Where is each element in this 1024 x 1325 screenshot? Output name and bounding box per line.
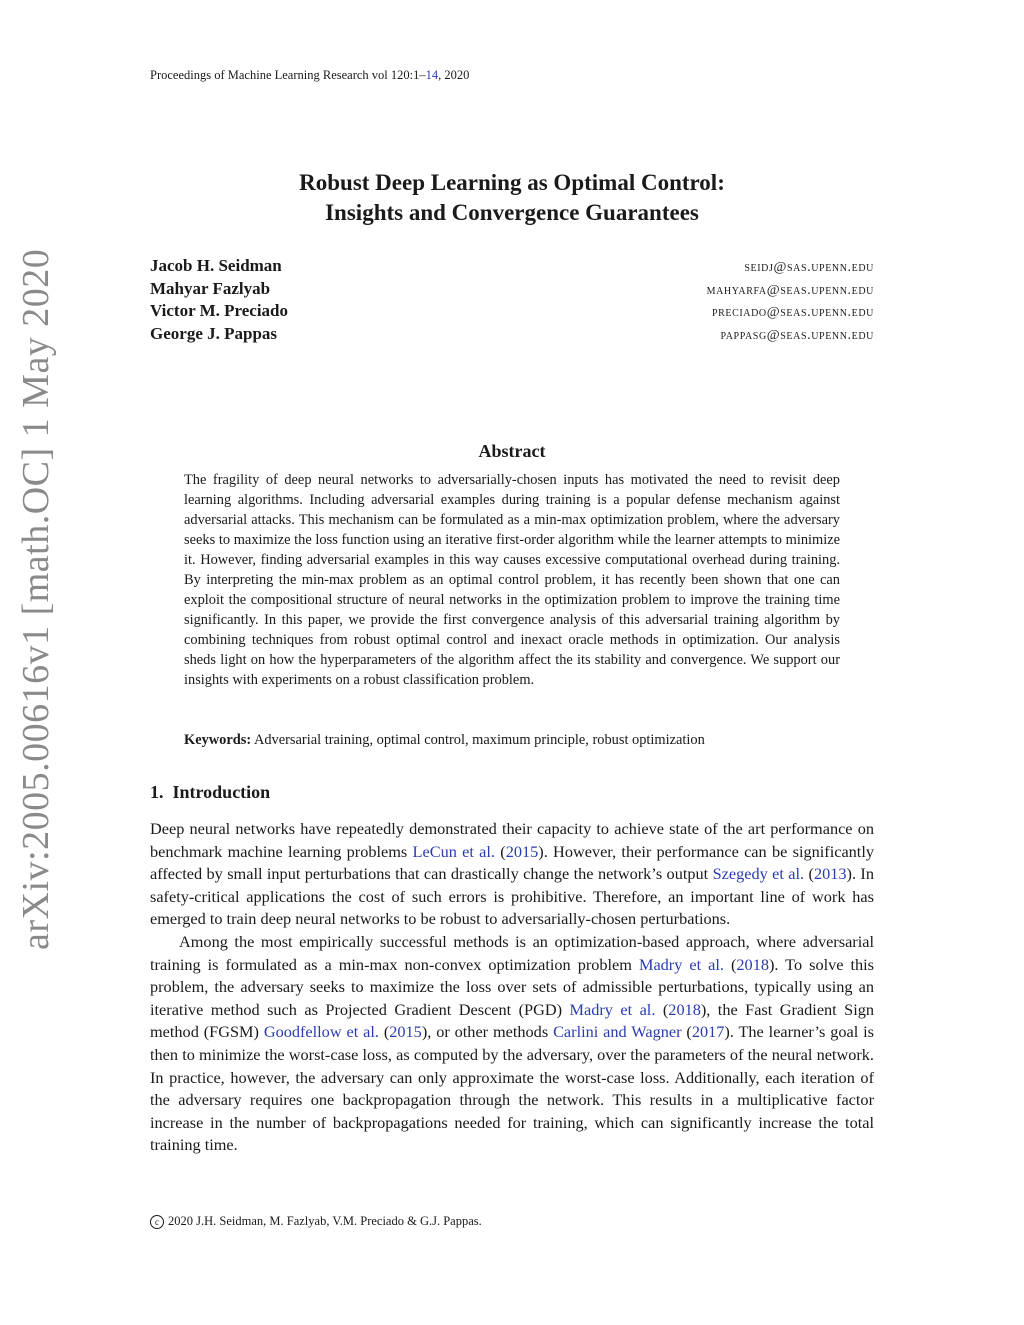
abstract-heading: Abstract (478, 441, 546, 461)
author-email: preciado@seas.upenn.edu (711, 305, 874, 321)
author-name: Jacob H. Seidman (150, 256, 282, 275)
abstract-text: The fragility of deep neural networks to adversarially-chosen inputs has motivated the need to revisit deep learning algorithms. Including adversarial examples during training is a popular defense mechanism against adversarial attacks. This mechanism can be formulated as a min-max optimization problem, where the adversary seeks to maximize the loss function using an iterative first-order algorithm while the learner attempts to minimize it. However, finding adversarial examples in this way causes excessive computational overhead during training. By interpreting the min-max problem as an optimal control problem, it has recently been shown that one can exploit the compositional structure of neural networks in the optimization problem to improve the training time significantly. In this paper, we provide the first convergence analysis of this adversarial training algorithm by combining techniques from robust optimal control and inexact oracle methods in optimization. Our analysis sheds light on how the hyperparameters of the algorithm affect the its stability and convergence. We support our insights with experiments on a robust classification problem. (184, 472, 840, 689)
running-header (150, 68, 469, 83)
citation-year[interactable]: 2018 (668, 999, 701, 1019)
intro-paragraph-1: Deep neural networks have repeatedly demonstrated their capacity to achieve state of the art performance on benchmark machine learning problems LeCun et al. (2015). However, their performance can be significantly affected by small input perturbations that can drastically change the network’s output Szegedy et al. (2013). In safety-critical applications the cost of such errors is prohibitive. Therefore, an important line of work has emerged to train deep neural networks to be robust to adversarially-chosen perturbations. (150, 819, 874, 929)
author-list (150, 256, 874, 347)
author-email: pappasg@seas.upenn.edu (720, 328, 874, 344)
text-run: , the Fast Gradient Sign method (FGSM) (150, 999, 875, 1042)
citation-goodfellow[interactable]: Goodfellow et al. (263, 1022, 379, 1042)
section-heading (150, 782, 270, 803)
last-page-link[interactable]: 14 (425, 68, 439, 82)
citation-year[interactable]: 2017 (691, 1022, 725, 1042)
author-row (150, 301, 874, 324)
title-line-1: Robust Deep Learning as Optimal Control: (299, 170, 725, 195)
citation-carlini-wagner[interactable]: Carlini and Wagner (553, 1022, 682, 1042)
author-email: seidj@sas.upenn.edu (744, 260, 874, 275)
citation-year[interactable]: 2018 (736, 954, 769, 974)
author-name: George J. Pappas (150, 324, 278, 344)
citation-year[interactable]: 2015 (505, 841, 539, 861)
text-run: . In safety-critical applications the cost of such errors is prohibitive. Therefore, an important line of work has emerged to train deep neural networks to be robust to adversarially-chosen perturbations. (150, 864, 874, 929)
author-row (150, 324, 874, 347)
citation-lecun[interactable]: LeCun et al. (412, 841, 495, 861)
text-run: . To solve this problem, the adversary seeks to maximize the loss over sets of admissible perturbations, typically using an iterative method such as Projected Gradient Descent (PGD) (150, 954, 875, 1019)
author-name: Mahyar Fazlyab (150, 278, 271, 298)
author-name: Victor M. Preciado (150, 301, 289, 321)
keywords-list: Adversarial training, optimal control, maximum principle, robust optimization (253, 732, 705, 748)
text-run: . The learner’s goal is then to minimize the worst-case loss, as computed by the adversary, over the parameters of the neural network. In practice, however, the adversary can only approximate the worst-case loss. Additionally, each iteration of the adversary requires one backpropagation through the network. This results in a multiplicative factor increase in the number of backpropagations needed for training, which can significantly increase the total training time. (150, 1022, 874, 1155)
keywords (184, 732, 840, 749)
copyright-text: 2020 J.H. Seidman, M. Fazlyab, V.M. Preciado & G.J. Pappas. (168, 1214, 482, 1228)
section-title: Introduction (172, 782, 271, 802)
keywords-label: Keywords: (184, 732, 252, 748)
copyright-icon: c (150, 1215, 164, 1229)
text-run: . However, their performance can be significantly affected by small input perturbations that can drastically change the network’s output (150, 841, 874, 884)
citation-madry[interactable]: Madry et al. (638, 954, 724, 974)
author-email: mahyarfa@seas.upenn.edu (706, 282, 874, 298)
intro-paragraph-2: Among the most empirically successful methods is an optimization-based approach, where adversarial training is formulated as a min-max non-convex optimization problem Madry et al. (2018). To solve this problem, the adversary seeks to maximize the loss over sets of admissible perturbations, typically using an iterative method such as Projected Gradient Descent (PGD) Madry et al. (2018), the Fast Gradient Sign method (FGSM) Goodfellow et al. (2015), or other methods Carlini and Wagner (2017). The learner’s goal is then to minimize the worst-case loss, as computed by the adversary, over the parameters of the neural network. In practice, however, the adversary can only approximate the worst-case loss. Additionally, each iteration of the adversary requires one backpropagation through the network. This results in a multiplicative factor increase in the number of backpropagations needed for training, which can significantly increase the total training time. (150, 931, 875, 1155)
arxiv-stamp: arXiv:2005.00616v1 [math.OC] 1 May 2020 (15, 248, 57, 950)
running-head-suffix: , 2020 (438, 68, 470, 82)
title-line-2: Insights and Convergence Guarantees (325, 200, 699, 225)
text-run: Deep neural networks have repeatedly demonstrated their capacity to achieve state of the art performance on benchmark machine learning problems (150, 819, 874, 861)
running-head-prefix: Proceedings of Machine Learning Research vol 120:1– (150, 68, 426, 82)
author-row (150, 279, 874, 302)
citation-year[interactable]: 2015 (389, 1022, 422, 1042)
section-number: 1. (150, 782, 164, 802)
citation-madry[interactable]: Madry et al. (569, 999, 656, 1019)
copyright-footer (150, 1214, 482, 1229)
citation-year[interactable]: 2013 (813, 864, 847, 884)
author-row (150, 256, 874, 279)
text-run: Among the most empirically successful methods is an optimization-based approach, where adversarial training is formulated as a min-max non-convex optimization problem (150, 931, 874, 974)
citation-szegedy[interactable]: Szegedy et al. (712, 864, 805, 884)
text-run: , or other methods (427, 1022, 554, 1042)
paper-title (150, 168, 874, 228)
intro-body (150, 818, 874, 1157)
